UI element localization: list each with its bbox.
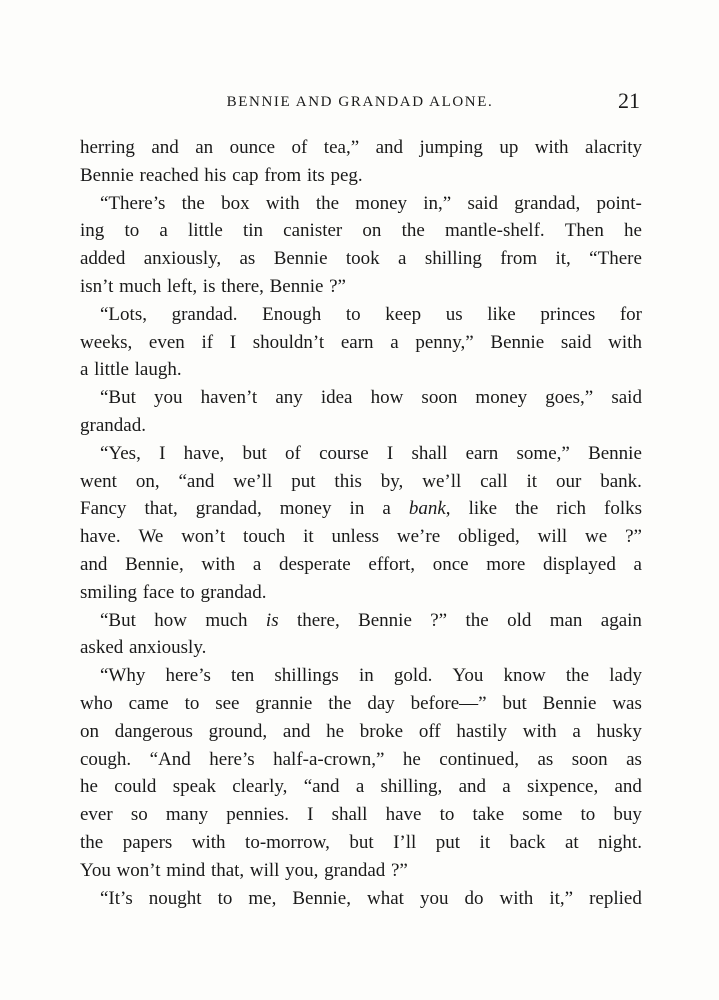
text-line: added anxiously, as Bennie took a shilling from it, “There xyxy=(80,248,642,270)
text-line: and Bennie, with a desperate effort, once more displayed a xyxy=(80,553,642,575)
text-line: isn’t much left, is there, Bennie ?” xyxy=(80,275,346,297)
text-line: “It’s nought to me, Bennie, what you do with it,” replied xyxy=(100,887,642,909)
text-line: You won’t mind that, will you, grandad ?” xyxy=(80,859,408,881)
running-title: BENNIE AND GRANDAD ALONE. xyxy=(226,94,494,110)
text-line: “There’s the box with the money in,” said grandad, point- xyxy=(100,192,642,214)
text-line: “Yes, I have, but of course I shall earn some,” Bennie xyxy=(100,442,642,464)
text-line: weeks, even if I shouldn’t earn a penny,” Bennie said with xyxy=(80,331,642,353)
text-line: the papers with to-morrow, but I’ll put it back at night. xyxy=(80,831,642,853)
running-head xyxy=(80,88,640,118)
text-line: cough. “And here’s half-a-crown,” he continued, as soon as xyxy=(80,748,642,770)
text-line: “But how much is there, Bennie ?” the old man again xyxy=(100,609,642,631)
text-line: asked anxiously. xyxy=(80,637,207,659)
text-line: ever so many pennies. I shall have to take some to buy xyxy=(80,804,642,826)
text-line: Bennie reached his cap from its peg. xyxy=(80,164,363,186)
text-line: grandad. xyxy=(80,414,146,436)
text-line: smiling face to grandad. xyxy=(80,581,267,603)
text-line: a little laugh. xyxy=(80,359,182,381)
text-line: “But you haven’t any idea how soon money goes,” said xyxy=(100,387,642,409)
text-line: “Why here’s ten shillings in gold. You know the lady xyxy=(100,665,642,687)
text-line: “Lots, grandad. Enough to keep us like princes for xyxy=(100,303,642,325)
text-line: he could speak clearly, “and a shilling, and a sixpence, and xyxy=(80,776,642,798)
text-line: on dangerous ground, and he broke off hastily with a husky xyxy=(80,720,642,742)
text-line: ing to a little tin canister on the mantle-shelf. Then he xyxy=(80,220,642,242)
text-line: herring and an ounce of tea,” and jumping up with alacrity xyxy=(80,137,642,158)
page-number: 21 xyxy=(618,88,640,113)
text-line: went on, “and we’ll put this by, we’ll call it our bank. xyxy=(80,470,642,492)
text-line: Fancy that, grandad, money in a bank, like the rich folks xyxy=(80,498,642,520)
text-line: have. We won’t touch it unless we’re obliged, will we ?” xyxy=(80,526,642,548)
text-line: who came to see grannie the day before—” but Bennie was xyxy=(80,692,642,714)
body-text xyxy=(80,134,642,912)
